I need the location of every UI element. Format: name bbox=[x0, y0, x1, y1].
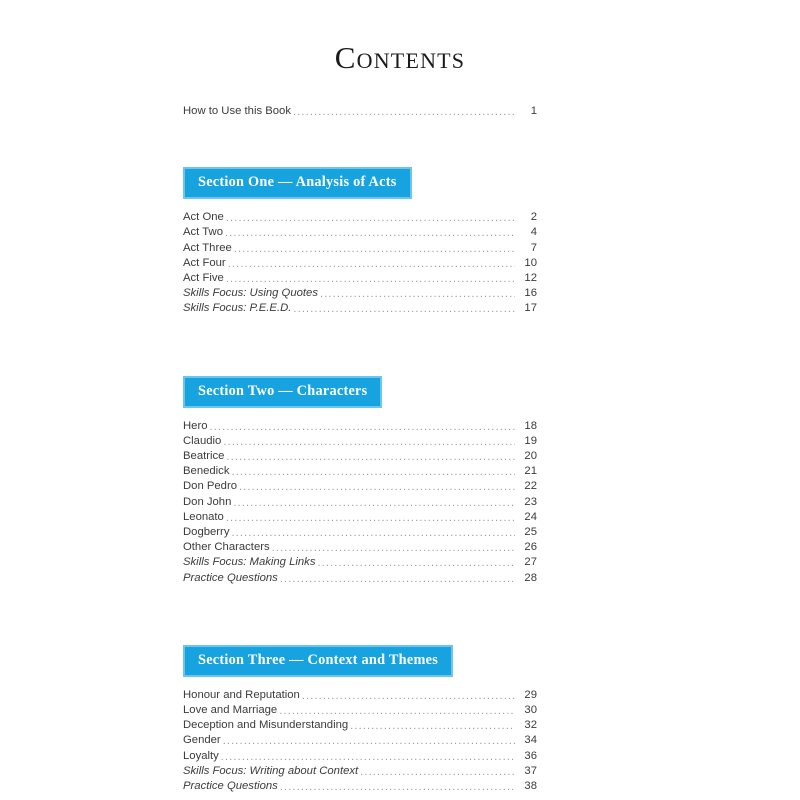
toc-entry-label: Skills Focus: Writing about Context bbox=[183, 764, 359, 777]
toc-entry[interactable] bbox=[183, 703, 537, 718]
toc-entry-page-number: 10 bbox=[524, 256, 537, 269]
dot-leader bbox=[210, 422, 516, 434]
section-banner-label: Section One — Analysis of Acts bbox=[198, 174, 397, 191]
toc-entry[interactable] bbox=[183, 495, 537, 510]
toc-entry[interactable] bbox=[183, 434, 537, 449]
toc-entry-page-number: 17 bbox=[524, 302, 537, 315]
dot-leader bbox=[223, 437, 515, 449]
sections-container bbox=[183, 119, 537, 794]
dot-leader bbox=[226, 452, 515, 464]
toc-entry-page-number: 21 bbox=[524, 465, 537, 478]
dot-leader bbox=[226, 213, 515, 225]
toc-entry[interactable] bbox=[183, 510, 537, 525]
dot-leader bbox=[360, 767, 515, 779]
section-banner bbox=[183, 645, 453, 677]
toc-entry[interactable] bbox=[183, 286, 537, 301]
dot-leader bbox=[293, 107, 515, 119]
dot-leader bbox=[279, 706, 515, 718]
toc-entry-page-number: 1 bbox=[530, 105, 537, 117]
section-block bbox=[183, 167, 537, 316]
toc-entry-label: Benedick bbox=[183, 465, 230, 478]
toc-entry-label: Deception and Misunderstanding bbox=[183, 719, 349, 732]
toc-entry-page-number: 7 bbox=[530, 241, 537, 254]
toc-entry-label: Skills Focus: P.E.E.D. bbox=[183, 302, 292, 315]
toc-entry-page-number: 27 bbox=[524, 556, 537, 569]
toc-entry-page-number: 30 bbox=[524, 704, 537, 717]
toc-entry-label: Practice Questions bbox=[183, 571, 278, 584]
dot-leader bbox=[221, 752, 515, 764]
page-title: Contents bbox=[334, 40, 466, 75]
toc-entry-label: Beatrice bbox=[183, 450, 225, 463]
toc-entry[interactable] bbox=[183, 256, 537, 271]
toc-entry-page-number: 4 bbox=[530, 226, 537, 239]
dot-leader bbox=[317, 559, 515, 571]
toc-entry-label: Honour and Reputation bbox=[183, 688, 300, 701]
toc-entry[interactable] bbox=[183, 464, 537, 479]
toc-entry-label: Leonato bbox=[183, 510, 224, 523]
toc-entry-label: Don Pedro bbox=[183, 480, 238, 493]
toc-entry-label: Love and Marriage bbox=[183, 704, 278, 717]
toc-entry-page-number: 29 bbox=[524, 688, 537, 701]
toc-entry[interactable] bbox=[183, 225, 537, 240]
toc-entry-label: Act Three bbox=[183, 241, 232, 254]
toc-entry-page-number: 23 bbox=[524, 495, 537, 508]
section-banner bbox=[183, 376, 382, 408]
dot-leader bbox=[350, 721, 515, 733]
toc-entry-page-number: 25 bbox=[524, 526, 537, 539]
toc-entry[interactable] bbox=[183, 688, 537, 703]
toc-entry-label: Claudio bbox=[183, 434, 222, 447]
section-banner bbox=[183, 167, 412, 199]
dot-leader bbox=[272, 543, 515, 555]
toc-entry-label: Other Characters bbox=[183, 541, 270, 554]
dot-leader bbox=[228, 259, 515, 271]
toc-entry[interactable] bbox=[183, 449, 537, 464]
toc-entry-page-number: 12 bbox=[524, 272, 537, 285]
toc-entry[interactable] bbox=[183, 479, 537, 494]
toc-entry-label: Practice Questions bbox=[183, 780, 278, 793]
toc-entry-page-number: 19 bbox=[524, 434, 537, 447]
toc-entry-label: Act Four bbox=[183, 256, 226, 269]
dot-leader bbox=[280, 574, 515, 586]
toc-entry-page-number: 16 bbox=[524, 287, 537, 300]
section-spacer bbox=[183, 119, 537, 167]
dot-leader bbox=[231, 528, 515, 540]
toc-entry-label: Skills Focus: Using Quotes bbox=[183, 287, 318, 300]
toc-entry[interactable] bbox=[183, 749, 537, 764]
dot-leader bbox=[302, 691, 515, 703]
toc-entry[interactable] bbox=[183, 733, 537, 748]
toc-entry-label: How to Use this Book bbox=[183, 105, 291, 117]
section-banner-label: Section Three — Context and Themes bbox=[198, 651, 439, 668]
toc-entry[interactable] bbox=[183, 301, 537, 316]
dot-leader bbox=[225, 229, 515, 241]
toc-entry-label: Gender bbox=[183, 734, 221, 747]
dot-leader bbox=[293, 305, 515, 317]
dot-leader bbox=[234, 244, 515, 256]
dot-leader bbox=[239, 483, 515, 495]
toc-entry[interactable] bbox=[183, 271, 537, 286]
toc-entry[interactable] bbox=[183, 210, 537, 225]
toc-entry-page-number: 24 bbox=[524, 510, 537, 523]
toc-entry-page-number: 37 bbox=[524, 764, 537, 777]
toc-entry[interactable] bbox=[183, 718, 537, 733]
toc-entry-label: Dogberry bbox=[183, 526, 230, 539]
toc-entry-page-number: 26 bbox=[524, 541, 537, 554]
toc-entry-label: Hero bbox=[183, 419, 208, 432]
dot-leader bbox=[226, 274, 515, 286]
toc-entry-label: Loyalty bbox=[183, 749, 219, 762]
toc-entry-page-number: 34 bbox=[524, 734, 537, 747]
toc-entry-page-number: 36 bbox=[524, 749, 537, 762]
dot-leader bbox=[226, 513, 515, 525]
toc-entry-page-number: 22 bbox=[524, 480, 537, 493]
section-spacer bbox=[183, 317, 537, 376]
toc-entry-page-number: 18 bbox=[524, 419, 537, 432]
toc-entry-how-to-use-this-book[interactable] bbox=[183, 104, 537, 119]
table-of-contents bbox=[183, 104, 537, 794]
section-block bbox=[183, 645, 537, 794]
toc-entry[interactable] bbox=[183, 540, 537, 555]
toc-entry-page-number: 20 bbox=[524, 450, 537, 463]
toc-entry[interactable] bbox=[183, 241, 537, 256]
section-banner-label: Section Two — Characters bbox=[198, 382, 368, 399]
toc-entry-page-number: 32 bbox=[524, 719, 537, 732]
toc-entry[interactable] bbox=[183, 555, 537, 570]
toc-entry-label: Act Two bbox=[183, 226, 223, 239]
toc-entry[interactable] bbox=[183, 525, 537, 540]
section-block bbox=[183, 376, 537, 586]
toc-entry-label: Act Five bbox=[183, 272, 224, 285]
toc-entry[interactable] bbox=[183, 419, 537, 434]
toc-entry-page-number: 2 bbox=[530, 211, 537, 224]
toc-entry-page-number: 28 bbox=[524, 571, 537, 584]
toc-entry[interactable] bbox=[183, 779, 537, 794]
toc-entry-label: Skills Focus: Making Links bbox=[183, 556, 316, 569]
dot-leader bbox=[320, 289, 515, 301]
toc-entry-label: Act One bbox=[183, 211, 224, 224]
dot-leader bbox=[280, 782, 515, 794]
dot-leader bbox=[223, 737, 515, 749]
toc-entry[interactable] bbox=[183, 571, 537, 586]
dot-leader bbox=[233, 498, 515, 510]
dot-leader bbox=[231, 467, 515, 479]
section-spacer bbox=[183, 586, 537, 645]
toc-entry-page-number: 38 bbox=[524, 780, 537, 793]
toc-entry[interactable] bbox=[183, 764, 537, 779]
toc-entry-label: Don John bbox=[183, 495, 232, 508]
